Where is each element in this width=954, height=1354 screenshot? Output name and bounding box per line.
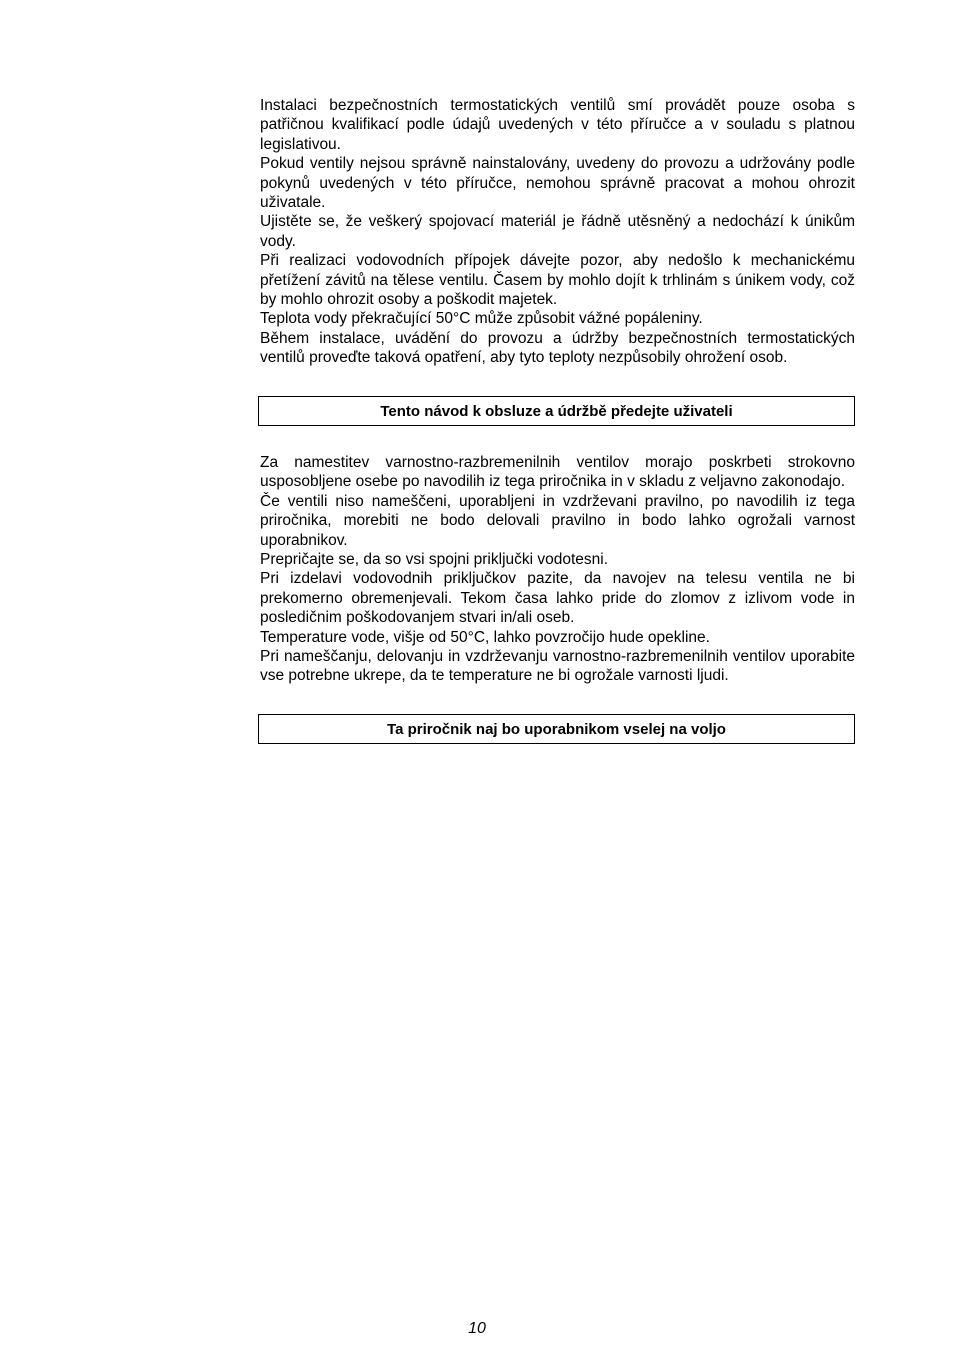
cs-paragraph-temperature: Teplota vody překračující 50°C může způsobit vážné popáleniny. [260, 310, 703, 328]
sl-notice-text: Ta priročnik naj bo uporabnikom vselej na voljo [387, 720, 726, 738]
cs-paragraph-installation: Pokud ventily nejsou správně nainstalovány, uvedeny do provozu a udržovány podle pokynů uvedených v této příručce, nemohou správně pracovat a mohou ohrozit uživatale. [260, 155, 855, 212]
cs-notice-box [258, 396, 855, 426]
sl-paragraph-installation: Če ventili niso nameščeni, uporabljeni in vzdrževani pravilno, po navodilih iz tega priročnika, morebiti ne bodo delovali pravilno in bodo lahko ogrožali varnost uporabnikov. [260, 492, 855, 549]
cs-paragraph-qualification: Instalaci bezpečnostních termostatických ventilů smí provádět pouze osoba s patřičnou kvalifikací podle údajů uvedených v této příručce a v souladu s platnou legislativou. [260, 97, 855, 153]
cs-paragraph-precautions: Během instalace, uvádění do provozu a údržby bezpečnostních termostatických ventilů proveďte taková opatření, aby tyto teploty nezpůsobily ohrožení osob. [260, 329, 855, 367]
slovenian-safety-section [260, 453, 855, 686]
sl-notice-box [258, 714, 855, 744]
sl-paragraph-qualification: Za namestitev varnostno-razbremenilnih ventilov morajo poskrbeti strokovno usposobljene osebe po navodilih iz tega priročnika in v skladu z veljavno zakonodajo. [260, 454, 855, 491]
cs-paragraph-sealing: Ujistěte se, že veškerý spojovací materiál je řádně utěsněný a nedochází k únikům vody. [260, 213, 855, 250]
sl-paragraph-connections: Pri izdelavi vodovodnih priključkov pazite, da navojev na telesu ventila ne bi prekomerno obremenjevali. Tekom časa lahko pride do zlomov z izlivom vode in posledičnim poškodovanjem stvari in/ali oseb. [260, 570, 855, 627]
sl-paragraph-temperature: Temperature vode, višje od 50°C, lahko povzročijo hude opekline. [260, 628, 710, 646]
sl-paragraph-sealing: Prepričajte se, da so vsi spojni priključki vodotesni. [260, 551, 609, 569]
sl-paragraph-precautions: Pri nameščanju, delovanju in vzdrževanju varnostno-razbremenilnih ventilov uporabite vse potrebne ukrepe, da te temperature ne bi ogrožale varnosti ljudi. [260, 648, 855, 685]
cs-paragraph-connections: Při realizaci vodovodních přípojek dávejte pozor, aby nedošlo k mechanickému přetížení závitů na tělese ventilu. Časem by mohlo dojít k trhlinám s únikem vody, což by mohlo ohrozit osoby a poškodit majetek. [260, 252, 855, 309]
cs-notice-text: Tento návod k obsluze a údržbě předejte uživateli [380, 402, 733, 420]
czech-safety-section [260, 96, 855, 368]
page-number: 10 [468, 1320, 486, 1337]
